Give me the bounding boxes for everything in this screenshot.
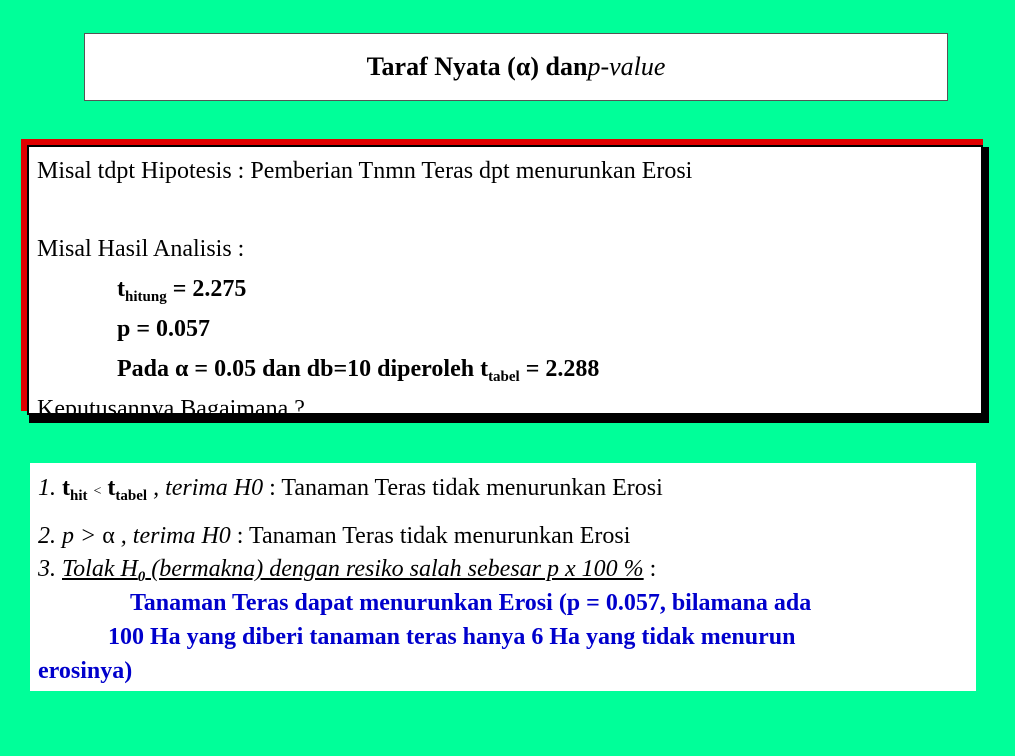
t-tabel-subscript: tabel [488, 369, 520, 385]
answer-item-1 [38, 475, 663, 502]
pada-middle: = 0.05 dan db=10 diperoleh t [188, 356, 489, 382]
answer-2-alpha: α [102, 523, 115, 549]
answer-item-3 [38, 556, 656, 583]
answer-1-number: 1. [38, 475, 62, 501]
decision-question: Keputusannya Bagaimana ? [37, 396, 305, 422]
t-symbol: t [117, 276, 125, 302]
t-hitung-subscript: hitung [125, 289, 167, 305]
slide-title [84, 33, 948, 101]
answers-box [30, 463, 976, 691]
answer-2-prefix: 2. p > [38, 523, 103, 549]
answer-1-t: t [62, 475, 70, 501]
answer-3-colon: : [643, 556, 657, 582]
answer-1-sub-tabel: tabel [115, 488, 148, 504]
pada-prefix: Pada [117, 356, 176, 382]
answer-2-rest: : Tanaman Teras tidak menurunkan Erosi [230, 523, 631, 549]
t-tabel-value: = 2.288 [519, 356, 600, 382]
spacer [37, 191, 981, 229]
hypothesis-statement: Misal tdpt Hipotesis : Pemberian Tnmn Teras dpt menurunkan Erosi [37, 158, 693, 184]
t-tabel-line [37, 349, 981, 389]
answer-1-sub-hit: hit [70, 488, 88, 504]
title-pvalue: p-value [587, 52, 666, 81]
answer-3-number: 3. [38, 556, 62, 582]
answer-1-less-than: < [93, 484, 102, 499]
answer-3-tolak-text: Tolak H [62, 556, 138, 582]
answer-3-sub: 0 [137, 569, 146, 585]
t-hitung-line [37, 269, 981, 309]
analysis-heading: Misal Hasil Analisis : [37, 236, 245, 262]
t-hitung-value: = 2.275 [166, 276, 247, 302]
hypothesis-box [27, 145, 983, 422]
answer-1-t2: t [107, 475, 116, 501]
answer-3-rest: (bermakna) dengan resiko salah sebesar p x 100 % [145, 556, 644, 582]
p-value-line: p = 0.057 [117, 316, 211, 342]
alpha-symbol: α [175, 356, 189, 382]
conclusion-line-3: erosinya) [38, 658, 133, 684]
title-middle: ) dan [530, 52, 588, 81]
conclusion-line-2: 100 Ha yang diberi tanaman teras hanya 6 Ha yang tidak menurun [108, 624, 796, 650]
answer-2-terima: , terima H0 [114, 523, 231, 549]
conclusion-line-1: Tanaman Teras dapat menurunkan Erosi (p = 0.057, bilamana ada [130, 590, 812, 616]
title-prefix: Taraf Nyata ( [366, 52, 516, 81]
answer-3-tolak [62, 556, 644, 585]
answer-1-terima: , terima H0 [147, 475, 270, 501]
answer-1-rest: : Tanaman Teras tidak menurunkan Erosi [269, 475, 663, 501]
title-alpha-symbol: α [515, 52, 531, 81]
answer-item-2 [38, 523, 630, 550]
